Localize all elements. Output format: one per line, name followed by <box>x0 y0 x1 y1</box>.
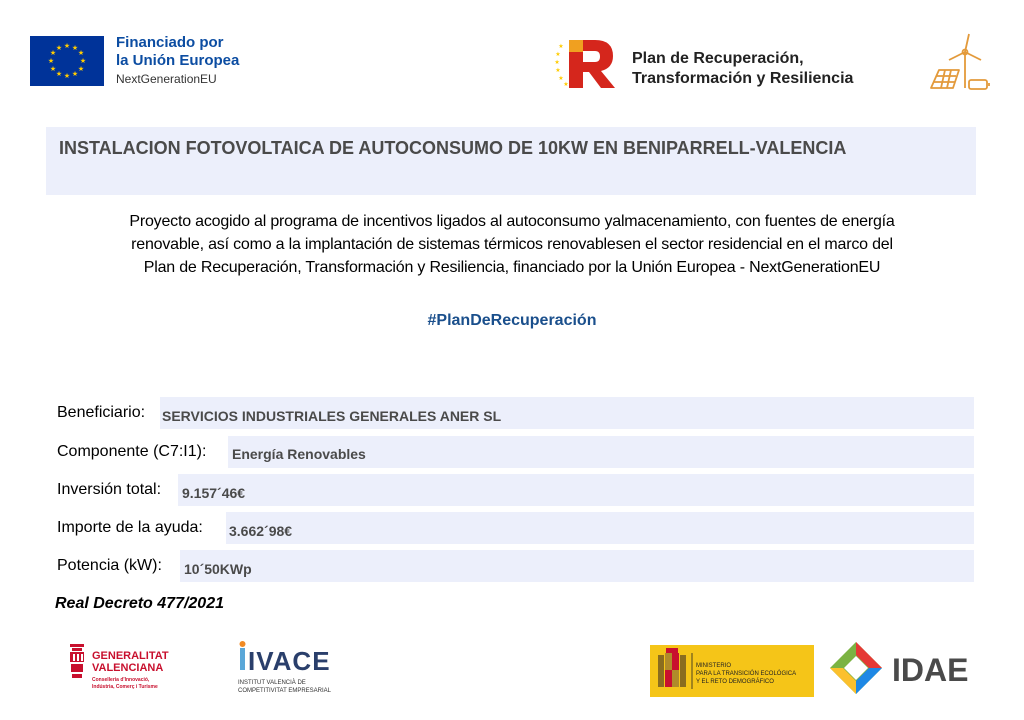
svg-text:★: ★ <box>554 59 560 66</box>
project-description <box>40 210 984 279</box>
svg-text:★: ★ <box>71 44 79 52</box>
svg-text:★: ★ <box>49 65 57 73</box>
detail-label: Beneficiario: <box>57 404 146 421</box>
prtr-text <box>632 49 853 89</box>
gv-line-1: GENERALITAT <box>92 650 169 662</box>
detail-label: Inversión total: <box>57 481 162 498</box>
svg-text:★: ★ <box>55 44 63 52</box>
prtr-line-2: Transformación y Resiliencia <box>632 70 854 87</box>
svg-text:★: ★ <box>49 49 57 57</box>
detail-band <box>180 550 974 582</box>
detail-value: Energía Renovables <box>232 446 366 462</box>
svg-text:★: ★ <box>63 72 71 80</box>
ministerio-line-3: Y EL RETO DEMOGRÁFICO <box>696 679 774 685</box>
detail-label: Componente (C7:I1): <box>57 443 207 460</box>
svg-text:★: ★ <box>558 75 564 82</box>
gv-line-3: Conselleria d'Innovació, <box>92 677 150 683</box>
detail-value: 3.662´98€ <box>229 523 293 539</box>
svg-text:★: ★ <box>77 49 85 57</box>
decree-reference: Real Decreto 477/2021 <box>55 595 224 612</box>
detail-value: 9.157´46€ <box>182 485 246 501</box>
svg-text:★: ★ <box>47 57 55 65</box>
detail-value: 10´50KWp <box>184 561 252 577</box>
ivace-line-1: INSTITUT VALENCIÀ DE <box>238 680 306 686</box>
eu-flag-logo <box>30 36 104 86</box>
description-line-3: Plan de Recuperación, Transformación y Resiliencia, financiado por la Unión Europea - NextGenerationEU <box>143 259 881 276</box>
svg-text:★: ★ <box>63 42 71 50</box>
svg-text:★: ★ <box>55 70 63 78</box>
description-line-1: Proyecto acogido al programa de incentivos ligados al autoconsumo yalmacenamiento, con fuentes de energía <box>129 213 895 230</box>
eu-funding-text <box>116 34 239 88</box>
svg-text:★: ★ <box>558 43 564 50</box>
detail-label: Potencia (kW): <box>57 557 162 574</box>
svg-text:★: ★ <box>563 81 569 88</box>
eu-stars-icon <box>30 36 104 86</box>
ministerio-line-1: MINISTERIO <box>696 663 732 669</box>
detail-value: SERVICIOS INDUSTRIALES GENERALES ANER SL <box>162 408 502 424</box>
detail-label: Importe de la ayuda: <box>57 519 203 536</box>
project-title: INSTALACION FOTOVOLTAICA DE AUTOCONSUMO DE 10KW EN BENIPARRELL-VALENCIA <box>59 138 847 158</box>
generalitat-valenciana-logo <box>60 640 180 696</box>
ministerio-line-2: PARA LA TRANSICIÓN ECOLÓGICA <box>696 671 797 677</box>
prtr-line-1: Plan de Recuperación, <box>632 50 804 67</box>
detail-band <box>226 512 974 544</box>
ivace-line-2: COMPETITIVITAT EMPRESARIAL <box>238 688 332 694</box>
ivace-logo <box>236 640 346 700</box>
idae-name: IDAE <box>892 652 969 688</box>
idae-emblem-icon <box>830 642 882 694</box>
svg-text:★: ★ <box>77 65 85 73</box>
ministerio-logo <box>650 645 814 697</box>
idae-logo <box>826 640 996 696</box>
gv-line-2: VALENCIANA <box>92 662 164 674</box>
hashtag: #PlanDeRecuperación <box>427 312 597 329</box>
ivace-name: IVACE <box>248 646 331 676</box>
description-line-2: renovable, así como a la implantación de sistemas térmicos renovablesen el sector residencial en el marco del <box>131 236 893 253</box>
svg-text:★: ★ <box>79 57 87 65</box>
prtr-logo <box>555 34 617 90</box>
detail-band <box>178 474 974 506</box>
gv-line-4: Indústria, Comerç i Turisme <box>92 684 158 690</box>
renewable-energy-icon <box>925 30 993 96</box>
eu-line-1: Financiado por <box>116 34 224 51</box>
eu-line-3: NextGenerationEU <box>116 72 217 86</box>
eu-line-2: la Unión Europea <box>116 52 240 69</box>
svg-text:★: ★ <box>555 67 561 74</box>
svg-text:★: ★ <box>71 70 79 78</box>
svg-text:★: ★ <box>555 51 561 58</box>
